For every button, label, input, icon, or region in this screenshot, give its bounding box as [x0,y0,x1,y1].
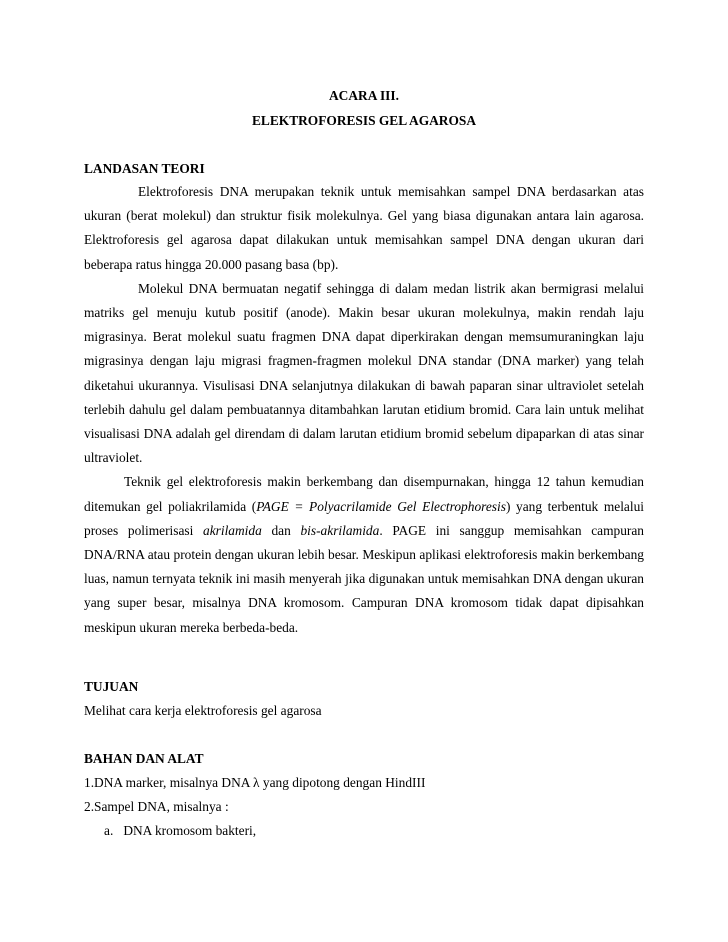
paragraph-landasan-3 [84,470,644,639]
subitem-a-marker: a. [104,823,114,838]
title-acara: ACARA III. [329,88,399,103]
heading-bahan-dan-alat: BAHAN DAN ALAT [84,751,204,766]
p3-text-a: Teknik gel elektroforesis makin berkembang dan disempurnakan, hingga 12 tahun kemudian ditemukan gel poliakrilamida ( [84,474,644,514]
section-bahan-dan-alat [84,749,644,843]
p3-text-bis-akrilamida: bis-akrilamida [300,522,380,538]
document-title-line2: ELEKTROFORESIS GEL AGAROSA [252,113,476,128]
heading-tujuan: TUJUAN [84,679,139,694]
p3-text-c: ) yang terbentuk melalui proses polimerisasi [84,498,644,538]
section-tujuan [84,677,644,723]
bahan-item-1: 1.DNA marker, misalnya DNA λ yang dipotong dengan HindIII [84,775,426,790]
heading-landasan-teori: LANDASAN TEORI [84,161,205,176]
paragraph-landasan-1: Elektroforesis DNA merupakan teknik untuk memisahkan sampel DNA berdasarkan atas ukuran (berat molekul) dan struktur fisik molekulnya. Gel yang biasa digunakan antara lain agarosa. Elektroforesis gel agarosa dapat dilakukan untuk memisahkan sampel DNA dengan ukuran dari beberapa ratus hingga 20.000 pasang basa (bp). [84,184,644,272]
paragraph-landasan-2: Molekul DNA bermuatan negatif sehingga di dalam medan listrik akan bermigrasi melalui matriks gel menuju kutub positif (anode). Makin besar ukuran molekulnya, makin rendah laju migrasinya. Berat molekul suatu fragmen DNA dapat diperkirakan dengan memsumuraningkan laju migrasinya dengan laju migrasi fragmen-fragmen molekul DNA standar (DNA marker) yang telah diketahui ukurannya. Visulisasi DNA selanjutnya dilakukan di bawah paparan sinar ultraviolet setelah terlebih dahulu gel dalam pembuatannya ditambahkan larutan etidium bromid. Cara lain untuk melihat visualisasi DNA adalah gel direndam di dalam larutan etidium bromid sebelum dipaparkan di atas sinar ultraviolet. [84,280,644,466]
subitem-a-text: DNA kromosom bakteri, [123,823,257,838]
section-landasan-teori [84,159,644,640]
bahan-item-2: 2.Sampel DNA, misalnya : [84,799,229,814]
p3-text-akrilamida: akrilamida [203,522,262,538]
document-title-line1 [0,88,728,104]
p3-text-page-term: PAGE = Polyacrilamide Gel Electrophoresis [256,498,506,514]
p3-text-e: dan [261,522,301,538]
bahan-subitem-a [84,819,644,843]
p3-text-g: . PAGE ini sanggup memisahkan campuran DNA/RNA atau protein dengan ukuran lebih besar. Meskipun aplikasi elektroforesis makin berkembang luas, namun ternyata teknik ini masih menyerah jika digunakan untuk memisahkan DNA dengan ukuran yang super besar, misalnya DNA kromosom. Campuran DNA kromosom tidak dapat dipisahkan meskipun ukuran mereka berbeda-beda. [84,522,644,635]
tujuan-text: Melihat cara kerja elektroforesis gel agarosa [84,703,322,718]
